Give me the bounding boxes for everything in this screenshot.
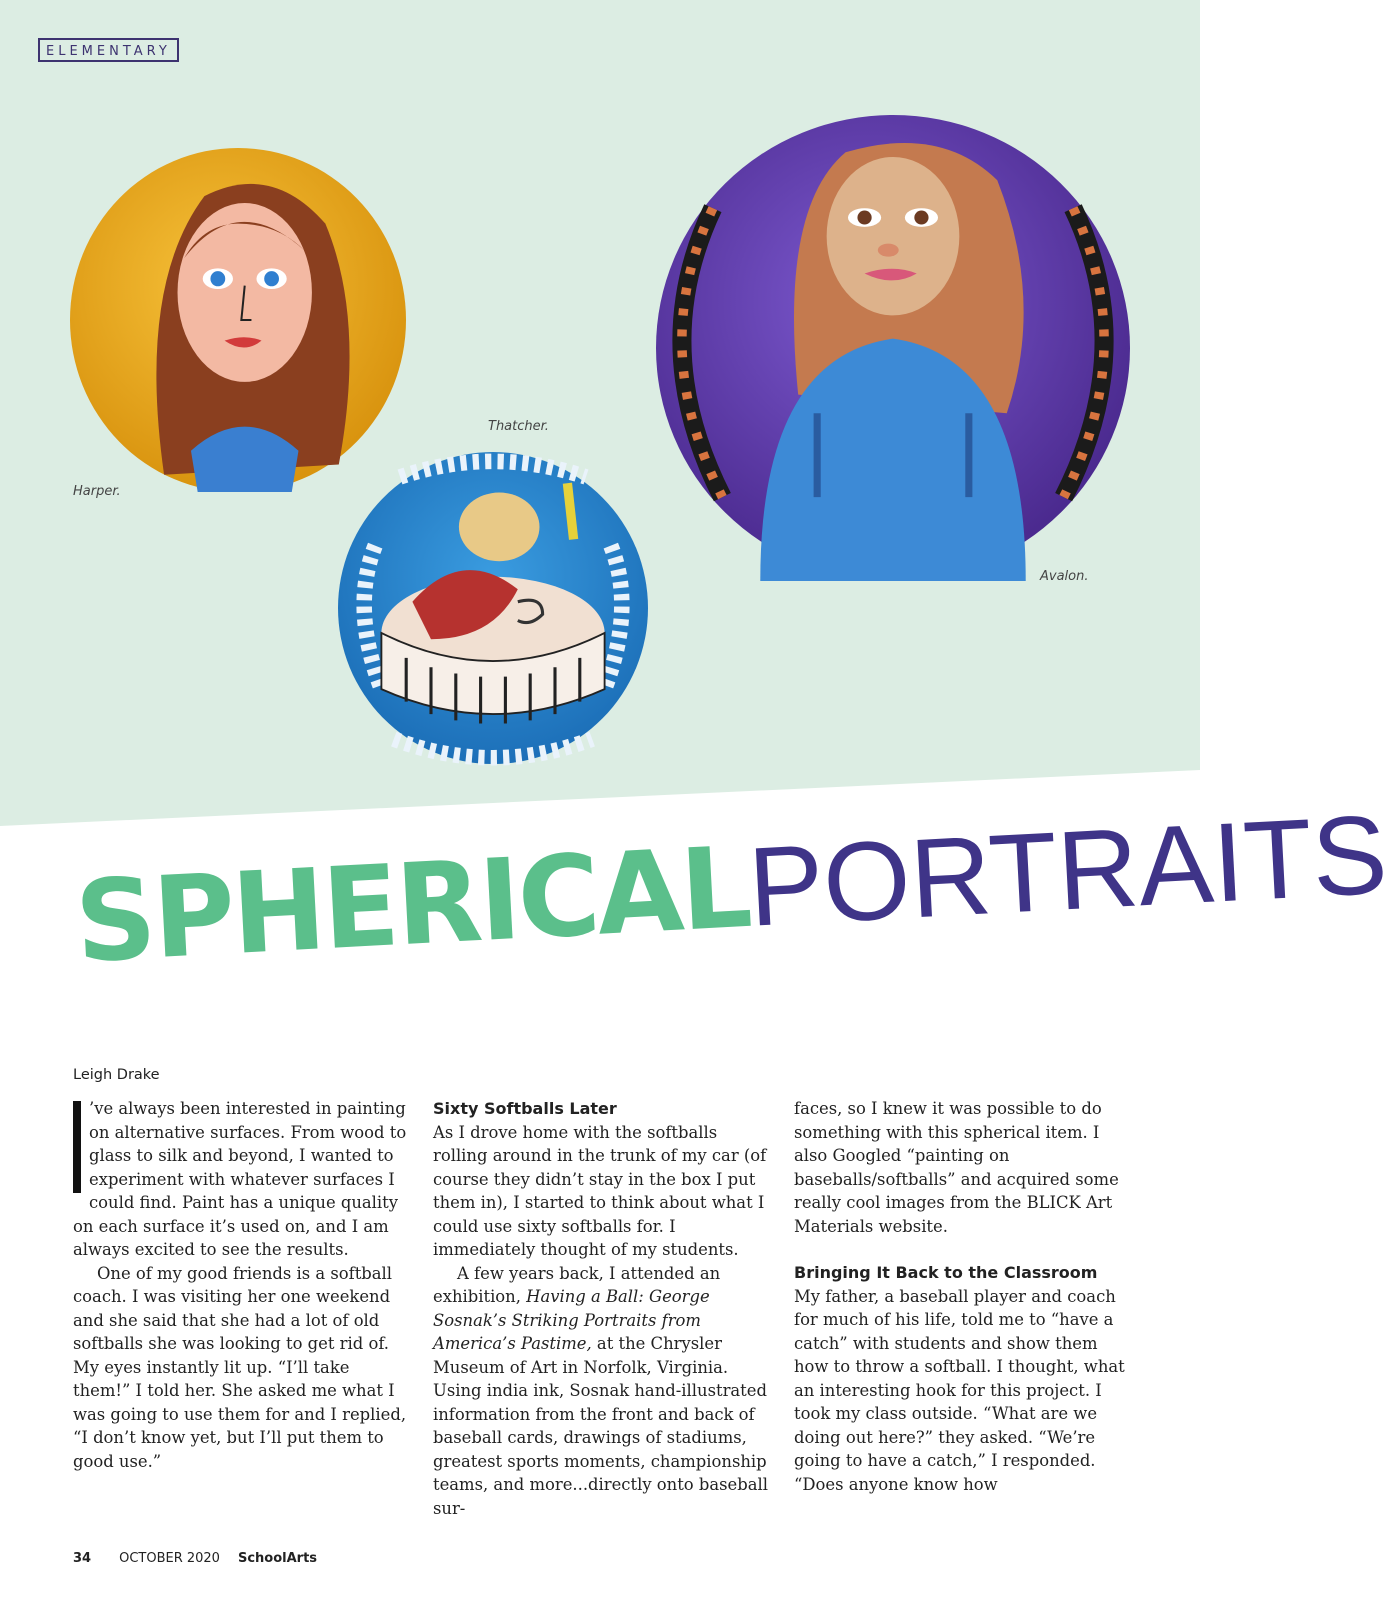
article-headline: [72, 791, 1391, 1008]
drop-cap: [73, 1101, 81, 1193]
text-column-1: [73, 1097, 409, 1473]
subhead-sixty-softballs: Sixty Softballs Later: [433, 1099, 617, 1118]
paragraph-text: A few years back, I attended an exhibition,: [433, 1263, 721, 1306]
paragraph-text: at the Chrysler Museum of Art in Norfolk, Virginia. Using india ink, Sosnak hand-illustrated information from the front and back of baseball cards, drawings of stadiums, greatest sports moments, championship teams, and more...directly onto baseball sur-: [433, 1334, 768, 1518]
thatcher-ball-image: [338, 452, 648, 764]
paragraph: One of my good friends is a softball coach. I was visiting her one weekend and she said that she had a lot of old softballs she was looking to get rid of. My eyes instantly lit up. “I’ll take them!” I told her. She asked me what I was going to use them for and I replied, “I don’t know yet, but I’ll put them to good use.”: [73, 1263, 407, 1471]
paragraph: As I drove home with the softballs rolling around in the trunk of my car (of course they didn’t stay in the box I put them in), I started to think about what I could use sixty softballs for. I immediately thought of my students.: [433, 1122, 767, 1259]
avalon-caption: Avalon.: [1040, 569, 1089, 584]
author-byline: Leigh Drake: [73, 1067, 160, 1083]
paragraph-text: ’ve always been interested in painting on alternative surfaces. From wood to glass to silk and beyond, I wanted to experiment with whatever surfaces I could find. Paint has a unique quality on each surface it’s used on, and I am always excited to see the results.: [73, 1099, 407, 1259]
paragraph: [73, 1097, 409, 1262]
paragraph: [433, 1262, 769, 1521]
page-number: 34: [73, 1551, 92, 1566]
section-tag: ELEMENTARY: [38, 38, 179, 62]
harper-caption: Harper.: [73, 484, 121, 499]
page-footer: [73, 1551, 317, 1566]
paragraph: My father, a baseball player and coach for much of his life, told me to “have a catch” with students and show them how to throw a softball. I thought, what an interesting hook for this project. I took my class outside. “What are we doing out here?” they asked. “We’re going to have a catch,” I responded. “Does anyone know how: [794, 1286, 1125, 1494]
subhead-bringing-back: Bringing It Back to the Classroom: [794, 1263, 1098, 1282]
text-column-3: [794, 1097, 1130, 1496]
avalon-ball-image: [656, 115, 1130, 581]
harper-ball-image: [70, 148, 406, 492]
thatcher-caption: Thatcher.: [488, 419, 549, 434]
headline-part-portraits: PORTRAITS: [745, 791, 1391, 950]
paragraph: faces, so I knew it was possible to do something with this spherical item. I also Googled “painting on baseballs/softballs” and acquired some really cool images from the BLICK Art Materials website.: [794, 1099, 1119, 1236]
text-column-2: [433, 1097, 769, 1520]
magazine-name: SchoolArts: [237, 1551, 318, 1566]
exhibition-title: Having a Ball: George Sosnak’s Striking Portraits from America’s Pastime,: [433, 1287, 710, 1353]
issue-date: OCTOBER 2020: [119, 1551, 220, 1566]
headline-part-spherical: SPHERICAL: [72, 822, 753, 989]
